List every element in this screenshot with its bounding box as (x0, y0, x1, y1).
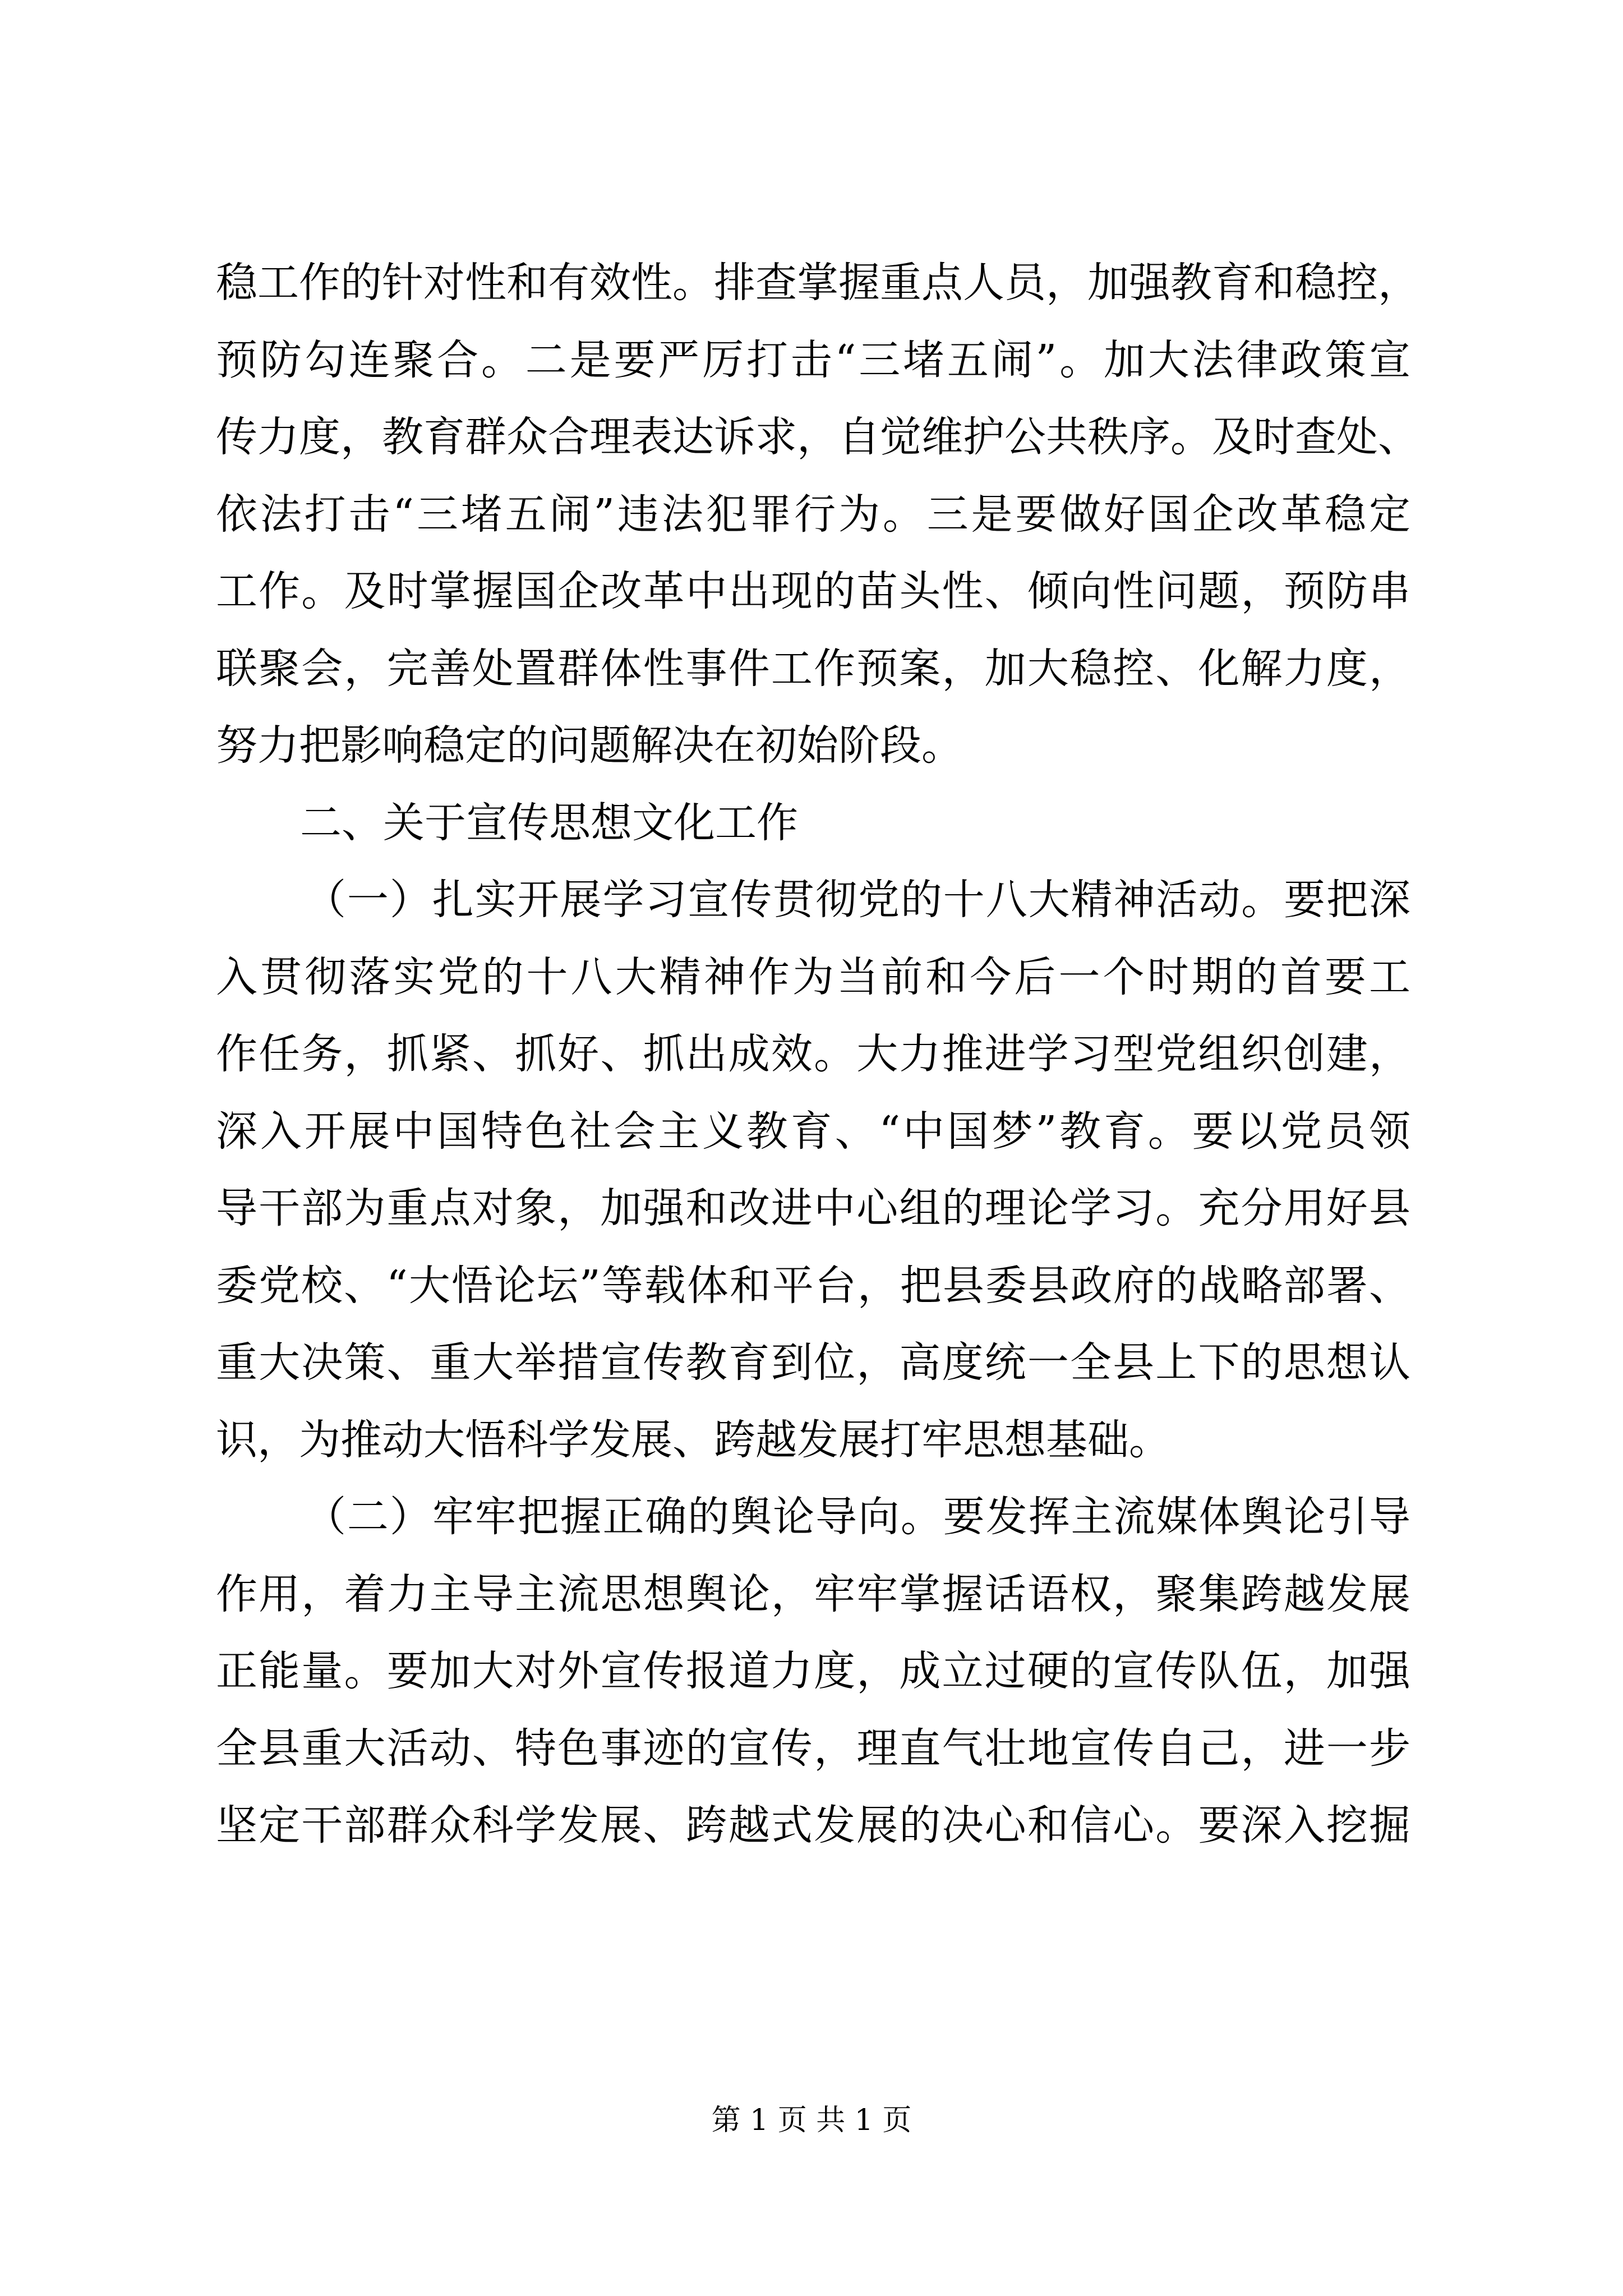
text-line: 正能量。要加大对外宣传报道力度，成立过硬的宣传队伍，加强 (216, 1647, 1410, 1695)
section-heading: 二、关于宣传思想文化工作 (300, 798, 798, 847)
document-body (216, 245, 1419, 1865)
text-line: 深入开展中国特色社会主义教育、“中国梦”教育。要以党员领 (216, 1107, 1410, 1156)
text-line: 依法打击“三堵五闹”违法犯罪行为。三是要做好国企改革稳定 (216, 490, 1410, 539)
text-line: 作用，着力主导主流思想舆论，牢牢掌握话语权，聚集跨越发展 (216, 1570, 1410, 1618)
text-line: 作任务，抓紧、抓好、抓出成效。大力推进学习型党组织创建， (216, 1030, 1410, 1078)
paragraph-heading: （二）牢牢把握正确的舆论导向。要发挥主流媒体舆论引导 (305, 1493, 1410, 1541)
text-line: 重大决策、重大举措宣传教育到位，高度统一全县上下的思想认 (216, 1338, 1410, 1387)
text-line: 预防勾连聚合。二是要严厉打击“三堵五闹”。加大法律政策宣 (216, 335, 1410, 384)
text-line: 全县重大活动、特色事迹的宣传，理直气壮地宣传自己，进一步 (216, 1724, 1410, 1773)
page-footer: 第 1 页 共 1 页 (711, 2104, 912, 2137)
text-line: 稳工作的针对性和有效性。排查掌握重点人员，加强教育和稳控， (216, 259, 1419, 307)
text-line: 委党校、“大悟论坛”等载体和平台，把县委县政府的战略部署、 (216, 1261, 1410, 1310)
text-line: 识，为推动大悟科学发展、跨越发展打牢思想基础。 (216, 1415, 1170, 1464)
text-line: 入贯彻落实党的十八大精神作为当前和今后一个时期的首要工 (216, 953, 1410, 1001)
text-line: 努力把影响稳定的问题解决在初始阶段。 (216, 721, 963, 770)
text-line: 传力度，教育群众合理表达诉求，自觉维护公共秩序。及时查处、 (216, 413, 1419, 461)
text-line: 工作。及时掌握国企改革中出现的苗头性、倾向性问题，预防串 (216, 567, 1410, 615)
text-line: 坚定干部群众科学发展、跨越式发展的决心和信心。要深入挖掘 (216, 1801, 1410, 1849)
paragraph-heading: （一）扎实开展学习宣传贯彻党的十八大精神活动。要把深 (305, 876, 1410, 924)
text-line: 联聚会，完善处置群体性事件工作预案，加大稳控、化解力度， (216, 644, 1410, 693)
text-line: 导干部为重点对象，加强和改进中心组的理论学习。充分用好县 (216, 1184, 1410, 1232)
